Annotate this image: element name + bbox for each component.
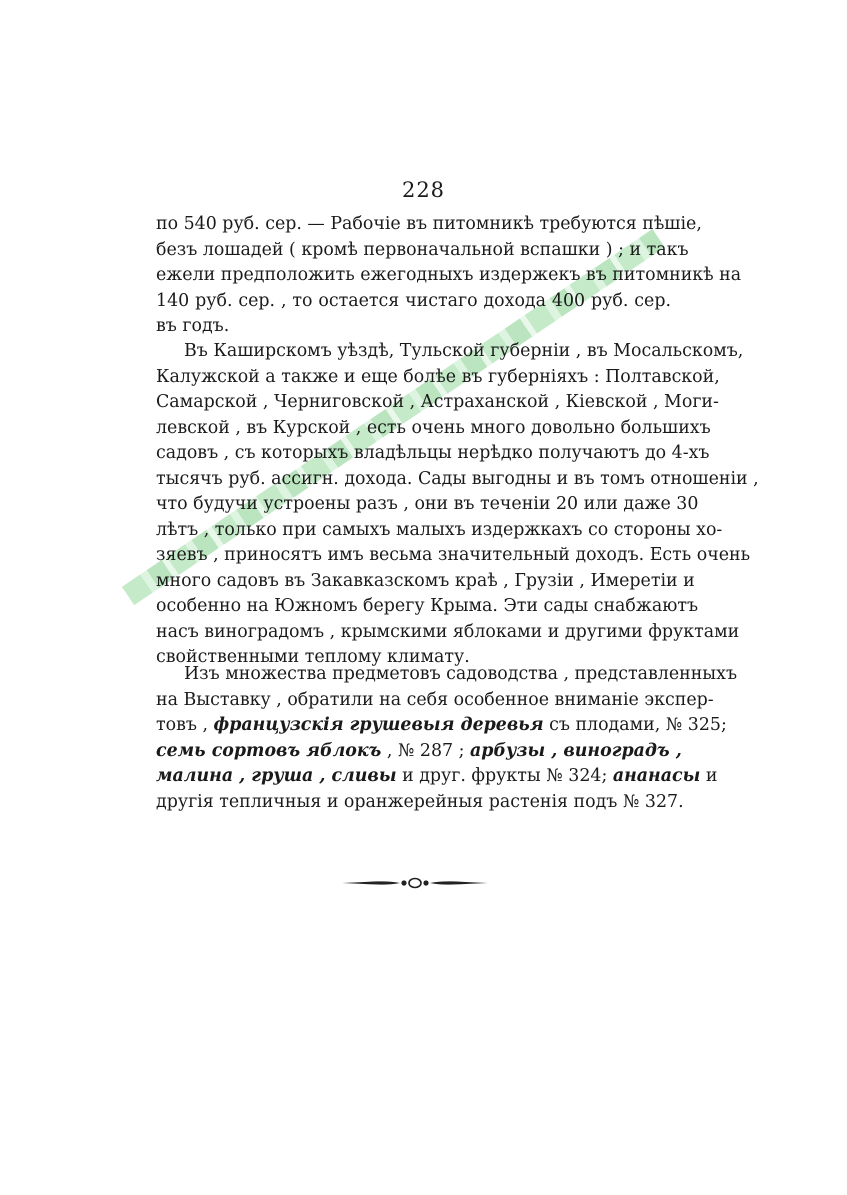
text-line: Самарской , Черниговской , Астраханской , Кiевской , Моги- xyxy=(156,392,719,412)
text-line: въ годъ. xyxy=(156,316,230,336)
text-line: лѣтъ , только при самыхъ малыхъ издержкахъ со стороны хо- xyxy=(156,519,723,540)
text-line: безъ лошадей ( кромѣ первоначальной вспашки ) ; и такъ xyxy=(156,239,689,260)
ornament-divider xyxy=(340,873,490,893)
italic-span: ананасы xyxy=(612,766,701,786)
paragraph-1 xyxy=(156,212,742,340)
text-line: 140 руб. сер. , то остается чистаго дохода 400 руб. сер. xyxy=(156,290,671,311)
text-line: зяевъ , приносятъ имъ весьма значительный доходъ. Есть очень xyxy=(156,545,751,565)
italic-span: французскiя грушевыя деревья xyxy=(213,715,544,735)
text-line: Въ Каширскомъ уѣздѣ, Тульской губернiи , въ Мосальскомъ, xyxy=(184,341,744,361)
italic-span: арбузы , виноградъ , xyxy=(470,740,682,761)
text-span: и xyxy=(700,766,718,786)
text-line-mixed xyxy=(156,713,727,739)
text-line: что будучи устроены разъ , они въ теченiи 20 или даже 30 xyxy=(156,494,699,514)
paragraph-3 xyxy=(156,662,738,815)
paragraph-2 xyxy=(156,339,759,671)
text-line: левской , въ Курской , есть очень много довольно большихъ xyxy=(156,417,711,438)
text-line: тысячъ руб. ассигн. дохода. Сады выгодны и въ томъ отношенiи , xyxy=(156,468,759,489)
italic-span: семь сортовъ яблокъ xyxy=(156,740,382,761)
text-line-mixed xyxy=(156,739,682,765)
italic-span: малина , груша , сливы xyxy=(156,766,397,786)
text-line: ежели предположить ежегодныхъ издержекъ въ питомникѣ на xyxy=(156,265,742,285)
text-line: свойственными теплому климату. xyxy=(156,647,470,667)
text-line: садовъ , съ которыхъ владѣльцы нерѣдко получаютъ до 4-хъ xyxy=(156,443,710,463)
text-line: Изъ множества предметовъ садоводства , представленныхъ xyxy=(184,664,738,684)
text-line: другiя тепличныя и оранжерейныя растенiя подъ № 327. xyxy=(156,791,684,812)
text-span: товъ , xyxy=(156,715,214,735)
text-line: на Выставку , обратили на себя особенное вниманiе экспер- xyxy=(156,689,714,710)
text-line: по 540 руб. сер. — Рабочiе въ питомникѣ требуются пѣшiе, xyxy=(156,214,702,234)
text-span: , № 287 ; xyxy=(381,740,471,761)
text-span: съ плодами, № 325; xyxy=(543,715,727,735)
text-line: насъ виноградомъ , крымскими яблоками и другими фруктами xyxy=(156,621,740,642)
text-line: Калужской а также и еще болѣе въ губернiяхъ : Полтавской, xyxy=(156,366,720,387)
page-number: 228 xyxy=(401,178,446,202)
text-line: особенно на Южномъ берегу Крыма. Эти сады снабжаютъ xyxy=(156,596,699,616)
text-line-mixed xyxy=(156,764,718,790)
text-span: и друг. фрукты № 324; xyxy=(396,766,613,786)
text-line: много садовъ въ Закавказскомъ краѣ , Грузiи , Имеретiи и xyxy=(156,570,695,591)
